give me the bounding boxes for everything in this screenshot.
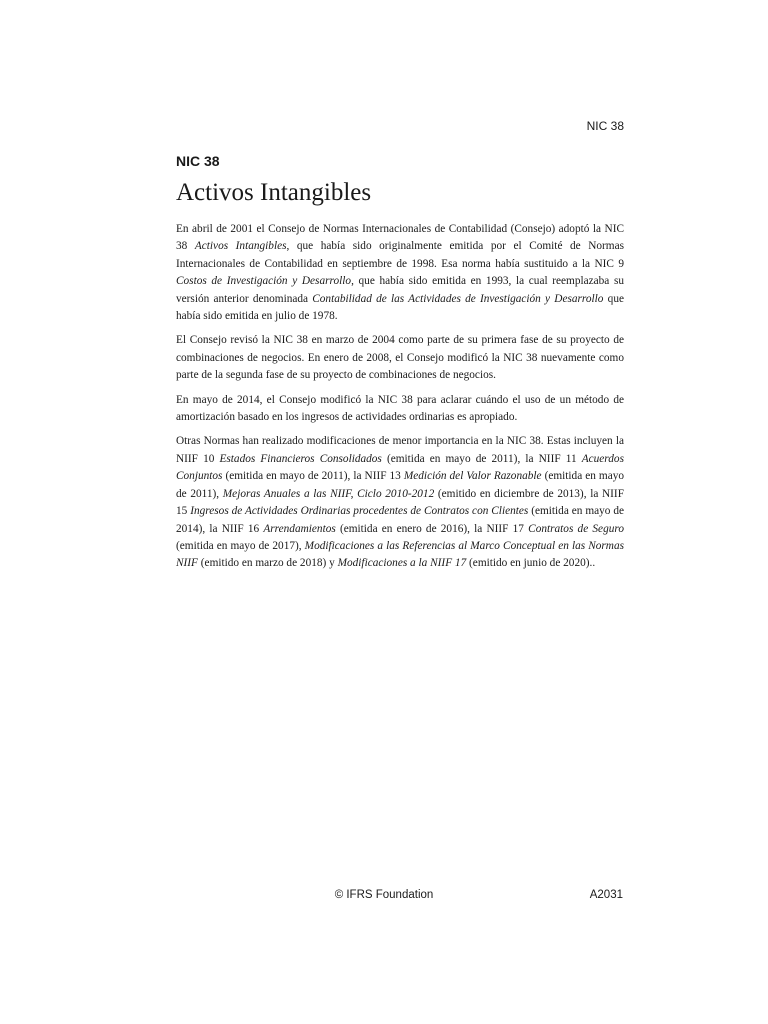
paragraph-text: (emitido en junio de 2020).. [466,557,596,570]
italic-title-text: Modificaciones a las Referencias al Marco Conceptual en las Normas NIIF [176,539,624,570]
body-paragraph [176,332,624,384]
italic-title-text: Contabilidad de las Actividades de Investigación y Desarrollo [312,292,604,305]
paragraph-text: En abril de 2001 el Consejo de Normas Internacionales de Contabilidad (Consejo) adoptó la NIC 38 [176,223,624,253]
paragraph-text: (emitida en enero de 2016), la NIIF 17 [335,522,529,535]
body-paragraph [176,221,624,325]
paragraph-text: , que había sido emitida en 1993, la cual reemplazaba su versión anterior denominada [176,275,625,305]
footer-page-number: A2031 [589,889,623,901]
italic-title-text: Acuerdos Conjuntos [176,452,624,483]
italic-title-text: Modificaciones a la NIIF 17 [337,557,467,570]
paragraph-text: En mayo de 2014, el Consejo modificó la NIC 38 para aclarar cuándo el uso de un método de amortización basado en los ingresos de actividades ordinarias es apropiado. [176,393,624,424]
footer-copyright: © IFRS Foundation [334,889,434,901]
paragraph-text: que había sido emitida en julio de 1978. [176,292,624,323]
italic-title-text: Estados Financieros Consolidados [219,452,382,465]
italic-title-text: Contratos de Seguro [528,522,624,535]
paragraph-text: Otras Normas han realizado modificaciones de menor importancia en la NIC 38. Estas incluyen la NIIF 10 [176,435,624,465]
running-header: NIC 38 [586,119,624,133]
standard-code: NIC 38 [176,153,220,169]
paragraph-text: (emitida en mayo de 2011), la NIIF 13 [222,470,404,483]
paragraph-text: (emitido en diciembre de 2013), la NIIF 15 [176,487,624,518]
paragraph-text: , que había sido originalmente emitida por el Comité de Normas Internacionales de Contabilidad en septiembre de 1998. Esa norma había sustituido a la NIC 9 [176,240,624,270]
paragraph-text: (emitida en mayo de 2011), la NIIF 11 [381,452,582,465]
italic-title-text: Arrendamientos [263,522,336,535]
paragraph-text: (emitida en mayo de 2017), [176,539,305,552]
body-paragraph [176,433,624,572]
italic-title-text: Activos Intangibles [194,240,287,253]
italic-title-text: Ingresos de Actividades Ordinarias procedentes de Contratos con Clientes [190,505,529,518]
paragraph-text: (emitido en marzo de 2018) y [197,557,338,570]
italic-title-text: Mejoras Anuales a las NIIF, Ciclo 2010-2012 [222,487,435,500]
paragraph-text: (emitida en mayo de 2014), la NIIF 16 [176,505,624,535]
italic-title-text: Costos de Investigación y Desarrollo [176,275,352,288]
paragraph-text: El Consejo revisó la NIC 38 en marzo de 2004 como parte de su primera fase de su proyecto de combinaciones de negocios. En enero de 2008, el Consejo modificó la NIC 38 nuevamente como parte de la segunda fase de su proyecto de combinaciones de negocios. [176,334,624,382]
body-paragraph [176,392,624,427]
paragraph-list [176,221,624,573]
document-title: Activos Intangibles [176,179,372,206]
paragraph-text: (emitida en mayo de 2011), [176,470,624,500]
document-body [176,153,624,580]
italic-title-text: Medición del Valor Razonable [403,470,542,483]
